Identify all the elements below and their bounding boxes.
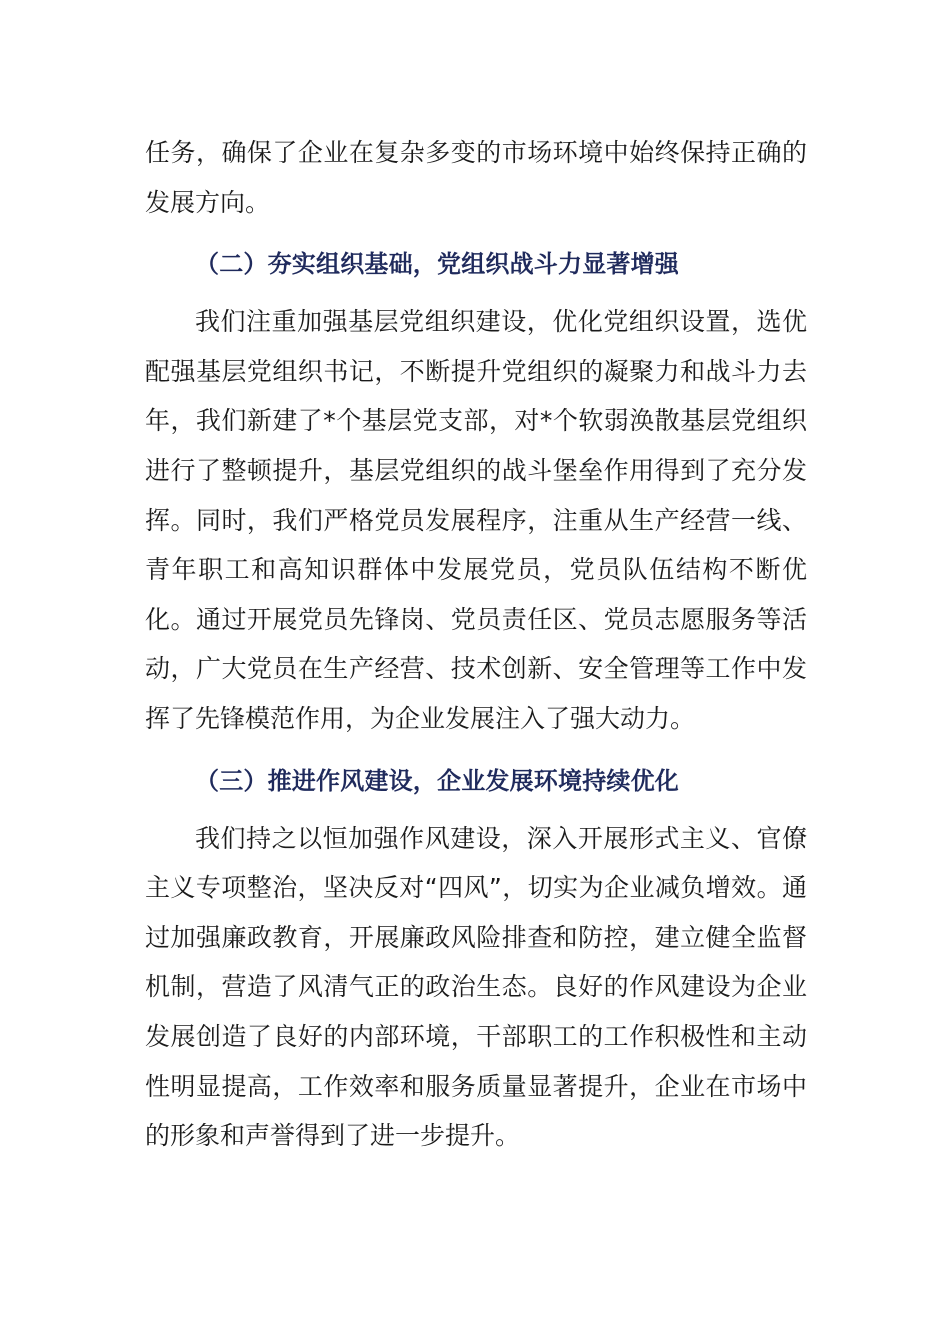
paragraph-continued: 任务，确保了企业在复杂多变的市场环境中始终保持正确的发展方向。 <box>145 138 807 217</box>
section-heading-3: （三）推进作风建设，企业发展环境持续优化 <box>195 766 679 795</box>
paragraph-section-3: 我们持之以恒加强作风建设，深入开展形式主义、官僚主义专项整治，坚决反对“四风”，切实为企业减负增效。通过加强廉政教育，开展廉政风险排查和防控，建立健全监督机制，营造了风清气正的政治生态。良好的作风建设为企业发展创造了良好的内部环境，干部职工的工作积极性和主动性明显提高，工作效率和服务质量显著提升，企业在市场中的形象和声誉得到了进一步提升。 <box>145 823 807 1151</box>
document-body <box>145 128 807 1161</box>
paragraph-section-2: 我们注重加强基层党组织建设，优化党组织设置，选优配强基层党组织书记，不断提升党组织的凝聚力和战斗力去年，我们新建了*个基层党支部，对*个软弱涣散基层党组织进行了整顿提升，基层党组织的战斗堡垒作用得到了充分发挥。同时，我们严格党员发展程序，注重从生产经营一线、青年职工和高知识群体中发展党员，党员队伍结构不断优化。通过开展党员先锋岗、党员责任区、党员志愿服务等活动，广大党员在生产经营、技术创新、安全管理等工作中发挥了先锋模范作用，为企业发展注入了强大动力。 <box>145 307 807 733</box>
section-heading-2: （二）夯实组织基础，党组织战斗力显著增强 <box>195 250 679 279</box>
